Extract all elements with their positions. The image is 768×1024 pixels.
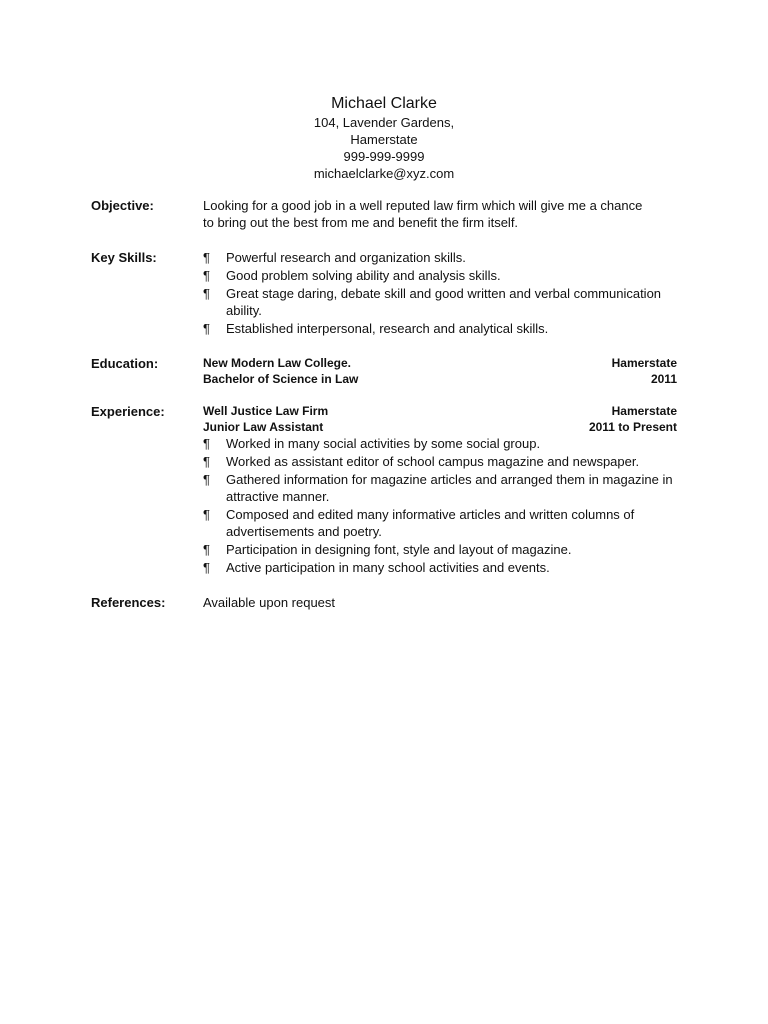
experience-row-1: [203, 403, 677, 419]
list-item-text: Gathered information for magazine articles and arranged them in magazine in attractive manner.: [226, 472, 673, 504]
list-item: [203, 320, 677, 337]
phone-number: 999-999-9999: [343, 149, 425, 164]
experience-label: Experience:: [91, 404, 165, 419]
address-line-2: Hamerstate: [350, 132, 418, 147]
job-title: Junior Law Assistant: [203, 420, 324, 434]
references-label: References:: [91, 595, 166, 610]
list-item: [203, 249, 677, 266]
list-item: [203, 541, 677, 558]
objective-line-2: to bring out the best from me and benefit the firm itself.: [203, 215, 519, 230]
list-item: [203, 453, 677, 470]
skills-label: Key Skills:: [91, 250, 157, 265]
company-name: Well Justice Law Firm: [203, 404, 329, 418]
email-address: michaelclarke@xyz.com: [313, 166, 455, 181]
job-period: 2011 to Present: [588, 420, 677, 434]
experience-list: [203, 435, 677, 576]
list-item-text: Worked in many social activities by some social group.: [226, 436, 541, 451]
skills-list-container: [203, 249, 677, 338]
list-item: [203, 267, 677, 284]
list-item-text: Good problem solving ability and analysis skills.: [226, 268, 501, 283]
objective-label: Objective:: [91, 198, 154, 213]
pilcrow-icon: ¶: [203, 472, 210, 487]
list-item-text: Active participation in many school activities and events.: [226, 560, 550, 575]
pilcrow-icon: ¶: [203, 507, 210, 522]
pilcrow-icon: ¶: [203, 454, 210, 469]
list-item-text: Participation in designing font, style and layout of magazine.: [226, 542, 572, 557]
education-label: Education:: [91, 356, 159, 371]
candidate-name: Michael Clarke: [331, 95, 437, 112]
education-body: [203, 355, 677, 387]
list-item: [203, 285, 677, 319]
objective-text: [203, 197, 677, 231]
degree-name: Bachelor of Science in Law: [203, 372, 359, 386]
graduation-year: 2011: [650, 372, 677, 386]
experience-row-2: [203, 419, 677, 435]
list-item-text: Great stage daring, debate skill and good written and verbal communication ability.: [226, 286, 662, 318]
list-item-text: Established interpersonal, research and analytical skills.: [226, 321, 549, 336]
pilcrow-icon: ¶: [203, 542, 210, 557]
resume-header: [0, 94, 768, 182]
education-row-1: [203, 355, 677, 371]
pilcrow-icon: ¶: [203, 560, 210, 575]
school-location: Hamerstate: [611, 356, 677, 370]
list-item-text: Composed and edited many informative articles and written columns of advertisements and poetry.: [226, 507, 635, 539]
pilcrow-icon: ¶: [203, 321, 210, 336]
list-item: [203, 506, 677, 540]
pilcrow-icon: ¶: [203, 268, 210, 283]
list-item-text: Powerful research and organization skills.: [226, 250, 466, 265]
company-location: Hamerstate: [611, 404, 677, 418]
experience-body: [203, 403, 677, 577]
objective-line-1: Looking for a good job in a well reputed law firm which will give me a chance: [203, 198, 643, 213]
references-text: Available upon request: [203, 595, 336, 610]
skills-list: [203, 249, 677, 337]
pilcrow-icon: ¶: [203, 286, 210, 301]
list-item: [203, 435, 677, 452]
pilcrow-icon: ¶: [203, 250, 210, 265]
list-item-text: Worked as assistant editor of school campus magazine and newspaper.: [226, 454, 640, 469]
address-line-1: 104, Lavender Gardens,: [313, 115, 455, 130]
education-row-2: [203, 371, 677, 387]
school-name: New Modern Law College.: [203, 356, 352, 370]
list-item: [203, 559, 677, 576]
pilcrow-icon: ¶: [203, 436, 210, 451]
list-item: [203, 471, 677, 505]
